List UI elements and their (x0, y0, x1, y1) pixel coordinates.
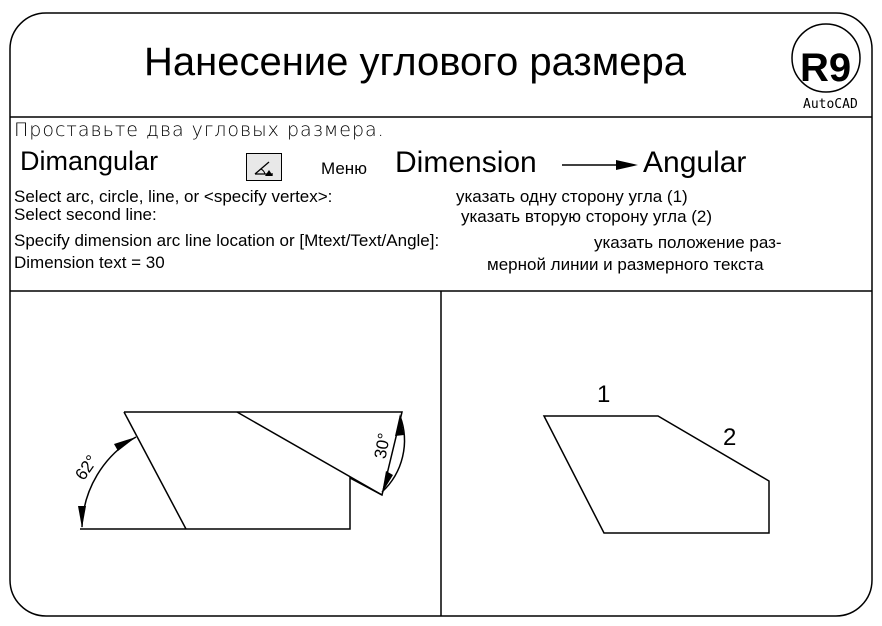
prompt-1: Select arc, circle, line, or <specify vertex>: (14, 187, 333, 206)
left-shape-outline (124, 412, 402, 529)
menu-dimension[interactable]: Dimension (395, 146, 537, 179)
dim-text-62: 62° (71, 451, 102, 484)
menu-angular[interactable]: Angular (643, 146, 747, 179)
page-title: Нанесение углового размера (144, 40, 686, 84)
menu-arrow-icon (562, 160, 638, 170)
left-drawing (80, 412, 404, 529)
action-3: указать положение раз- (594, 233, 782, 252)
prompt-2: Select second line: (14, 205, 157, 224)
dim-arrow-62-bottom-icon (78, 506, 86, 528)
action-1: указать одну сторону угла (1) (456, 187, 688, 206)
left-shape-diagonal (124, 412, 186, 529)
command-name: Dimangular (20, 146, 159, 176)
version-badge-caption: AutoCAD (803, 97, 858, 112)
side-label-2: 2 (723, 424, 737, 451)
action-4: мерной линии и размерного текста (487, 255, 764, 274)
left-shape-inner-edge (237, 412, 382, 495)
prompt-4: Dimension text = 30 (14, 253, 165, 272)
version-badge: R9 (800, 46, 852, 90)
dim-arc-62 (82, 437, 136, 527)
dim-text-30: 30° (370, 431, 394, 461)
action-2: указать вторую сторону угла (2) (461, 207, 713, 226)
menu-label: Меню (321, 159, 367, 178)
task-instruction: Проставьте два угловых размера. (14, 119, 385, 141)
dim-angular-icon[interactable] (246, 153, 282, 181)
dim-arrow-62-top-icon (114, 437, 136, 451)
side-label-1: 1 (597, 381, 611, 408)
prompt-3: Specify dimension arc line location or [Mtext/Text/Angle]: (14, 231, 440, 250)
